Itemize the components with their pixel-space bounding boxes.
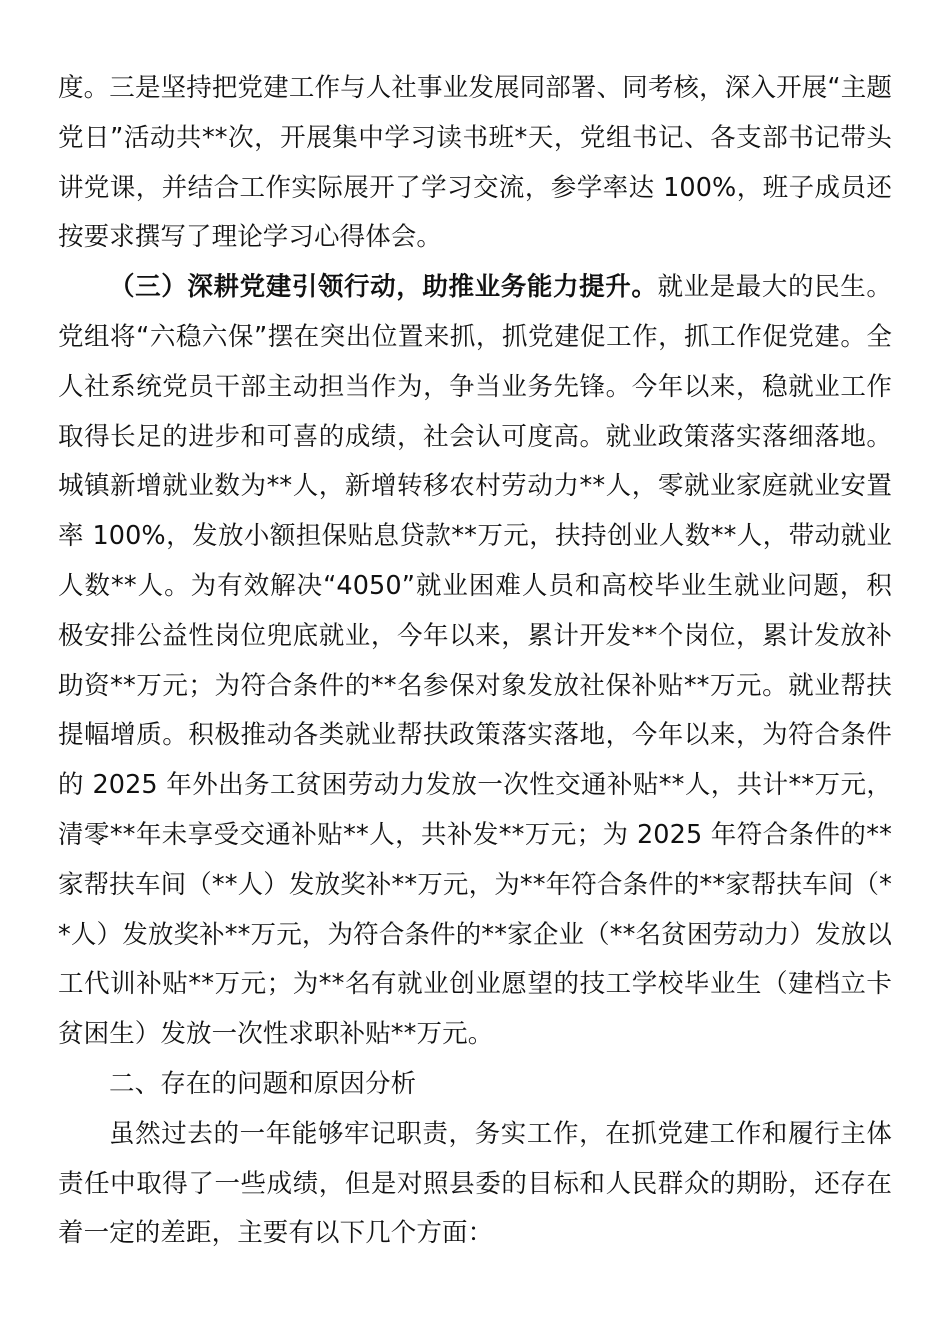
section-heading-bold: （三）深耕党建引领行动，助推业务能力提升。 [109,272,658,303]
paragraph-continuation [58,64,892,263]
paragraph-text: 就业是最大的民生。党组将“六稳六保”摆在突出位置来抓，抓党建促工作，抓工作促党建。全人社系统党员干部主动担当作为，争当业务先锋。今年以来，稳就业工作取得长足的进步和可喜的成绩，社会认可度高。就业政策落实落细落地。城镇新增就业数为**人，新增转移农村劳动力**人，零就业家庭就业安置率 100%，发放小额担保贴息贷款**万元，扶持创业人数**人，带动就业人数**人。为有效解决“4050”就业困难人员和高校毕业生就业问题，积极安排公益性岗位兜底就业，今年以来，累计开发**个岗位，累计发放补助资**万元；为符合条件的**名参保对象发放社保补贴**万元。就业帮扶提幅增质。积极推动各类就业帮扶政策落实落地，今年以来，为符合条件的 2025 年外出务工贫困劳动力发放一次性交通补贴**人，共计**万元，清零**年未享受交通补贴**人，共补发**万元；为 2025 年符合条件的**家帮扶车间（**人）发放奖补**万元，为**年符合条件的**家帮扶车间（**人）发放奖补**万元，为符合条件的**家企业（**名贫困劳动力）发放以工代训补贴**万元；为**名有就业创业愿望的技工学校毕业生（建档立卡贫困生）发放一次性求职补贴**万元。 [58,272,892,1050]
paragraph-text: 度。三是坚持把党建工作与人社事业发展同部署、同考核，深入开展“主题党日”活动共**次，开展集中学习读书班*天，党组书记、各支部书记带头讲党课，并结合工作实际展开了学习交流，参学率达 100%，班子成员还按要求撰写了理论学习心得体会。 [58,73,892,253]
paragraph-problems-intro [58,1110,892,1259]
paragraph-text: 虽然过去的一年能够牢记职责，务实工作，在抓党建工作和履行主体责任中取得了一些成绩，但是对照县委的目标和人民群众的期盼，还存在着一定的差距，主要有以下几个方面： [58,1118,892,1249]
paragraph-section-three [58,263,892,1060]
document-page [58,64,892,1259]
section-heading-problems [58,1060,892,1110]
heading-text: 二、存在的问题和原因分析 [109,1068,417,1099]
